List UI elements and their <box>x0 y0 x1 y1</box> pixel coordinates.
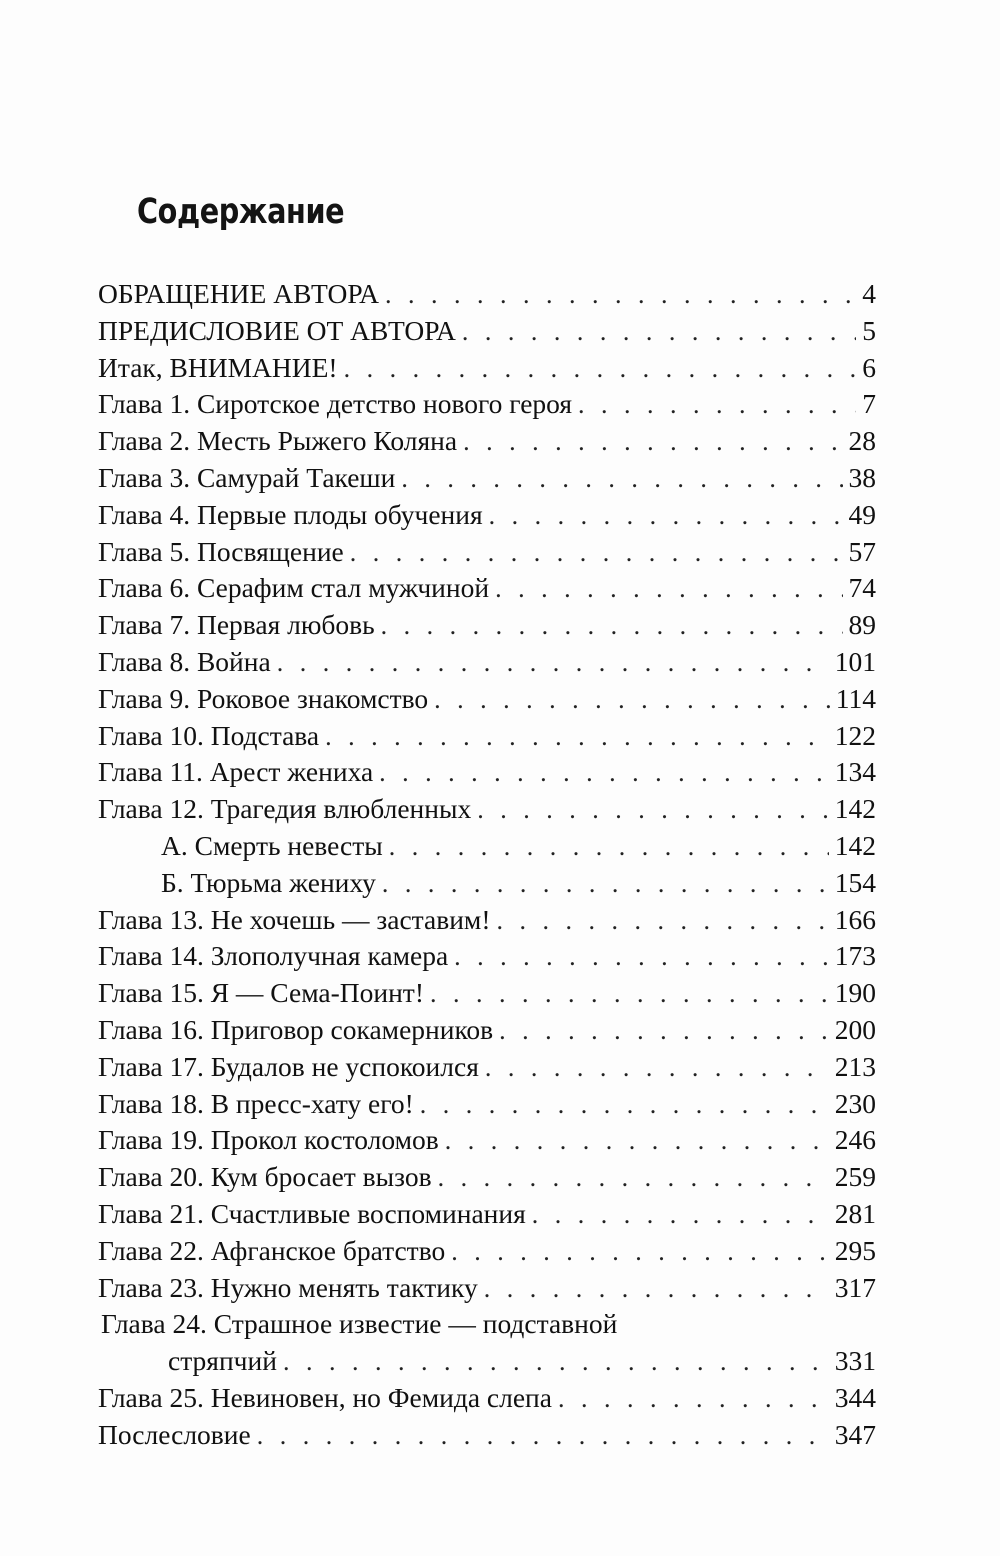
toc-entry-title: Глава 6. Серафим стал мужчиной <box>98 572 490 604</box>
dot-leader <box>420 1087 829 1124</box>
toc-entry-title: Глава 18. В пресс-хату его! <box>98 1087 414 1119</box>
toc-entry-page: 295 <box>834 1234 876 1266</box>
toc-entry <box>98 1380 876 1417</box>
toc-entry-title: Глава 2. Месть Рыжего Коляна <box>98 425 458 457</box>
dot-leader <box>350 535 843 572</box>
dot-leader <box>462 314 856 351</box>
toc-entry <box>98 1159 876 1196</box>
toc-entry-page: 190 <box>834 977 876 1009</box>
dot-leader <box>477 792 829 829</box>
dot-leader <box>451 1234 829 1271</box>
toc-entry-title: Глава 4. Первые плоды обучения <box>98 498 483 530</box>
dot-leader <box>485 1050 829 1087</box>
toc-entry <box>98 386 876 423</box>
toc-entry-continuation <box>98 1343 876 1380</box>
toc-entry <box>98 681 876 718</box>
toc-entry <box>98 1122 876 1159</box>
toc-entry <box>98 423 876 460</box>
toc-entry-title: Глава 20. Кум бросает вызов <box>98 1161 432 1193</box>
toc-entry-page: 114 <box>835 682 876 714</box>
toc-entry-title: Глава 24. Страшное известие — подставной <box>101 1308 618 1340</box>
toc-entry <box>98 644 876 681</box>
toc-entry-page: 142 <box>834 829 876 861</box>
toc-entry-title: Итак, ВНИМАНИЕ! <box>98 351 338 383</box>
table-of-contents <box>98 276 876 1454</box>
toc-subentry <box>98 828 876 865</box>
dot-leader <box>382 866 829 903</box>
toc-entry-page: 122 <box>834 719 876 751</box>
dot-leader <box>454 939 829 976</box>
toc-entry-title: ПРЕДИСЛОВИЕ ОТ АВТОРА <box>98 314 456 346</box>
toc-entry-title: Глава 17. Будалов не успокоился <box>98 1050 479 1082</box>
toc-entry-title: Глава 16. Приговор сокамерников <box>98 1013 494 1045</box>
toc-entry <box>98 313 876 350</box>
toc-entry-title: Глава 3. Самурай Такеши <box>98 461 396 493</box>
toc-entry-title: Б. Тюрьма жениху <box>161 866 376 898</box>
toc-entry <box>98 570 876 607</box>
toc-entry-page: 281 <box>834 1197 876 1229</box>
toc-entry <box>98 497 876 534</box>
dot-leader <box>277 645 829 682</box>
toc-entry <box>98 1270 876 1307</box>
dot-leader <box>532 1197 829 1234</box>
toc-entry-page: 246 <box>834 1124 876 1156</box>
toc-entry <box>98 1086 876 1123</box>
toc-entry <box>98 902 876 939</box>
toc-entry-page: 317 <box>834 1271 876 1303</box>
toc-entry-title: стряпчий <box>168 1345 277 1377</box>
toc-entry-page: 28 <box>848 425 876 457</box>
toc-entry <box>98 460 876 497</box>
dot-leader <box>463 424 842 461</box>
toc-entry-page: 38 <box>848 461 876 493</box>
dot-leader <box>257 1418 829 1455</box>
toc-entry <box>98 791 876 828</box>
toc-entry-page: 57 <box>848 535 876 567</box>
toc-entry <box>98 1196 876 1233</box>
toc-entry-page: 154 <box>834 866 876 898</box>
dot-leader <box>430 976 829 1013</box>
toc-entry-title: Глава 10. Подстава <box>98 719 320 751</box>
toc-entry <box>98 350 876 387</box>
toc-entry-page: 6 <box>862 351 876 383</box>
toc-entry-page: 134 <box>834 756 876 788</box>
toc-entry <box>98 534 876 571</box>
toc-entry-title: ОБРАЩЕНИЕ АВТОРА <box>98 278 379 309</box>
dot-leader <box>489 498 843 535</box>
dot-leader <box>283 1344 829 1381</box>
dot-leader <box>434 682 830 719</box>
toc-entry-title: Послесловие <box>98 1418 251 1450</box>
page-title: Содержание <box>137 192 345 232</box>
toc-entry-page: 142 <box>834 793 876 825</box>
dot-leader <box>344 351 857 388</box>
dot-leader <box>484 1271 829 1308</box>
dot-leader <box>385 277 856 314</box>
toc-entry-title: Глава 15. Я — Сема-Поинт! <box>98 977 424 1009</box>
dot-leader <box>401 461 842 498</box>
toc-entry-page: 101 <box>834 645 876 677</box>
toc-entry-page: 200 <box>834 1013 876 1045</box>
toc-entry-page: 230 <box>834 1087 876 1119</box>
dot-leader <box>438 1160 829 1197</box>
toc-entry-page: 213 <box>834 1050 876 1082</box>
toc-entry-page: 259 <box>834 1161 876 1193</box>
dot-leader <box>578 387 856 424</box>
toc-entry-title: Глава 5. Посвящение <box>98 535 344 567</box>
toc-entry-title: Глава 9. Роковое знакомство <box>98 682 429 714</box>
toc-entry-page: 347 <box>834 1418 876 1450</box>
dot-leader <box>497 903 829 940</box>
toc-entry <box>98 1306 876 1343</box>
toc-entry <box>98 1049 876 1086</box>
toc-entry-page: 74 <box>848 572 876 604</box>
toc-entry-title: Глава 21. Счастливые воспоминания <box>98 1197 526 1229</box>
toc-entry <box>98 276 876 313</box>
dot-leader <box>379 755 829 792</box>
toc-entry <box>98 1233 876 1270</box>
toc-entry-page: 344 <box>834 1381 876 1413</box>
toc-entry <box>98 754 876 791</box>
toc-entry-title: Глава 22. Афганское братство <box>98 1234 446 1266</box>
toc-subentry <box>98 865 876 902</box>
toc-entry <box>98 1012 876 1049</box>
toc-entry-title: Глава 23. Нужно менять тактику <box>98 1271 478 1303</box>
toc-entry-title: Глава 1. Сиротское детство нового героя <box>98 388 573 420</box>
dot-leader <box>499 1013 829 1050</box>
toc-entry-page: 4 <box>862 278 876 309</box>
toc-entry-title: Глава 8. Война <box>98 645 271 677</box>
toc-entry <box>98 975 876 1012</box>
toc-entry <box>98 718 876 755</box>
toc-entry <box>98 1417 876 1454</box>
toc-entry-title: Глава 11. Арест жениха <box>98 756 374 788</box>
dot-leader <box>325 719 829 756</box>
dot-leader <box>381 608 843 645</box>
toc-entry-title: Глава 13. Не хочешь — заставим! <box>98 903 491 935</box>
toc-entry-page: 7 <box>862 388 876 420</box>
toc-entry-title: Глава 14. Злополучная камера <box>98 940 449 972</box>
toc-entry-page: 331 <box>834 1345 876 1377</box>
toc-entry <box>98 938 876 975</box>
dot-leader <box>445 1123 829 1160</box>
toc-entry-title: Глава 25. Невиновен, но Фемида слепа <box>98 1381 552 1413</box>
toc-entry-title: Глава 7. Первая любовь <box>98 609 375 641</box>
dot-leader <box>389 829 829 866</box>
toc-entry-page: 173 <box>834 940 876 972</box>
toc-entry <box>98 607 876 644</box>
toc-entry-page: 49 <box>848 498 876 530</box>
dot-leader <box>495 571 842 608</box>
dot-leader <box>558 1381 829 1418</box>
toc-entry-page: 5 <box>862 314 876 346</box>
toc-entry-page: 89 <box>848 609 876 641</box>
toc-entry-title: Глава 12. Трагедия влюбленных <box>98 793 472 825</box>
toc-entry-page: 166 <box>834 903 876 935</box>
toc-entry-title: А. Смерть невесты <box>161 829 383 861</box>
toc-entry-title: Глава 19. Прокол костоломов <box>98 1124 439 1156</box>
